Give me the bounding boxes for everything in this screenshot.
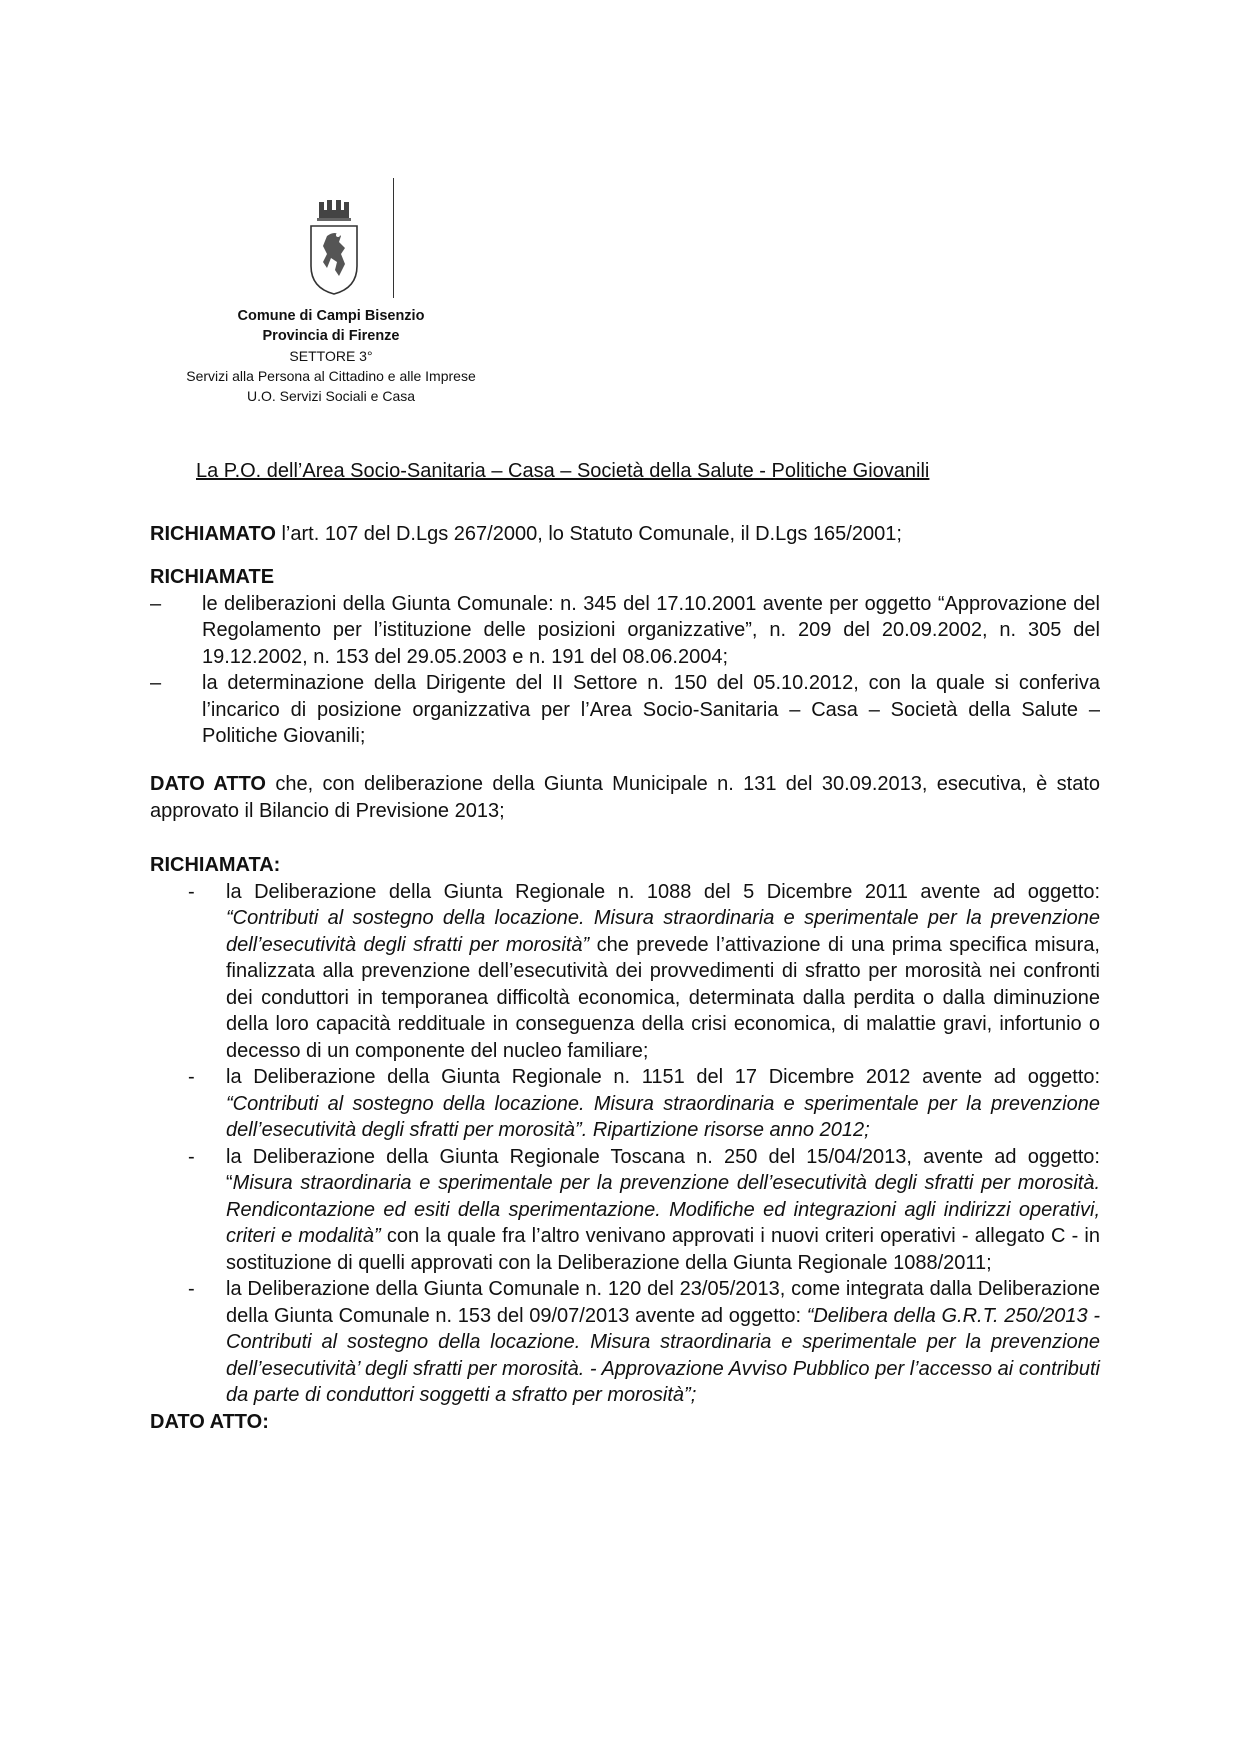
provincia-name: Provincia di Firenze: [262, 328, 400, 344]
list-item: [150, 1064, 1100, 1144]
richiamate-label: RICHIAMATE: [150, 566, 275, 588]
header-divider: [393, 178, 394, 298]
item-text-pre: la Deliberazione della Giunta Regionale n. 1088 del 5 Dicembre 2011 avente ad oggetto:: [226, 880, 1100, 903]
richiamato-label: RICHIAMATO: [150, 523, 276, 545]
richiamata-section: [150, 852, 1100, 1435]
comune-name: Comune di Campi Bisenzio: [237, 308, 425, 324]
uo-label: U.O. Servizi Sociali e Casa: [246, 388, 416, 404]
servizi-label: Servizi alla Persona al Cittadino e alle Imprese: [186, 368, 476, 384]
list-item: [150, 1144, 1100, 1277]
coat-of-arms-icon: [305, 196, 363, 296]
dato-atto-label: DATO ATTO: [150, 773, 266, 795]
settore-label: SETTORE 3°: [289, 348, 373, 364]
list-dash: –: [150, 592, 162, 615]
dato-atto-text: che, con deliberazione della Giunta Municipale n. 131 del 30.09.2013, esecutiva, è stato approvato il Bilancio di Previsione 2013;: [150, 773, 1100, 822]
item-text-italic: “Contributi al sostegno della locazione. Misura straordinaria e sperimentale per la prevenzione dell’esecutività degli sfratti per morosità”: [226, 907, 1100, 956]
dato-atto-final-label: DATO ATTO:: [150, 1410, 269, 1433]
list-item-text: le deliberazioni della Giunta Comunale: n. 345 del 17.10.2001 avente per oggetto “Approvazione del Regolamento per l’istituzione delle posizioni organizzative”, n. 209 del 20.09.2002, n. 305 del 19.12.2002, n. 153 del 29.05.2003 e n. 191 del 08.06.2004;: [202, 592, 1100, 668]
item-text-post: con la quale fra l’altro venivano approvati i nuovi criteri operativi - allegato C - in sostituzione di quelli approvati con la Deliberazione della Giunta Regionale 1088/2011;: [226, 1225, 1101, 1274]
item-text-italic: Misura straordinaria e sperimentale per la prevenzione dell’esecutività degli sfratti per morosità. Rendicontazione ed esiti della sperimentazione. Modifiche ed integrazioni agli indirizzi operativi, criteri e modalità”: [226, 1172, 1100, 1247]
list-item: [150, 1276, 1100, 1409]
dato-atto-paragraph: [150, 771, 1100, 824]
richiamate-section: [150, 564, 1100, 750]
item-text-post: che prevede l’attivazione di una prima specifica misura, finalizzata alla prevenzione dell’esecutività dei provvedimenti di sfratto per morosità nei confronti dei conduttori in temporanea difficoltà economica, determinata dalla perdita o dalla diminuzione della loro capacità reddituale in conseguenza della crisi economica, di malattie gravi, infortunio o decesso di un componente del nucleo familiare;: [226, 933, 1100, 1062]
list-item: [150, 670, 1100, 750]
list-item-text: la determinazione della Dirigente del II Settore n. 150 del 05.10.2012, con la quale si conferiva l’incarico di posizione organizzativa per l’Area Socio-Sanitaria – Casa – Società della Salute – Politiche Giovanili;: [202, 672, 1100, 747]
list-dash: -: [188, 1145, 195, 1168]
document-title: La P.O. dell’Area Socio-Sanitaria – Casa – Società della Salute - Politiche Giovanili: [196, 460, 930, 482]
list-dash: –: [150, 672, 162, 694]
item-text-pre: la Deliberazione della Giunta Regionale n. 1151 del 17 Dicembre 2012 avente ad oggetto:: [226, 1066, 1100, 1088]
item-text-pre: la Deliberazione della Giunta Regionale Toscana n. 250 del 15/04/2013, avente ad oggetto: “: [226, 1145, 1100, 1194]
richiamata-label: RICHIAMATA:: [150, 854, 281, 876]
item-text-italic: “Delibera della G.R.T. 250/2013 - Contributi al sostegno della locazione. Misura straordinaria e sperimentale per la prevenzione dell’esecutività’ degli sfratti per morosità. - Approvazione Avviso Pubblico per l’accesso ai contributi da parte di conduttori soggetti a sfratto per morosità”;: [226, 1304, 1101, 1406]
list-dash: -: [188, 1066, 195, 1088]
richiamato-paragraph: [150, 521, 1100, 548]
item-text-italic: “Contributi al sostegno della locazione. Misura straordinaria e sperimentale per la prevenzione dell’esecutività degli sfratti per morosità”. Ripartizione risorse anno 2012;: [226, 1092, 1100, 1141]
list-item: [150, 591, 1100, 671]
office-header: [150, 306, 512, 406]
list-dash: -: [188, 1278, 195, 1300]
list-item: [150, 879, 1100, 1065]
list-dash: -: [188, 880, 195, 903]
richiamato-text: l’art. 107 del D.Lgs 267/2000, lo Statuto Comunale, il D.Lgs 165/2001;: [275, 523, 902, 545]
item-text-pre: la Deliberazione della Giunta Comunale n. 120 del 23/05/2013, come integrata dalla Deliberazione della Giunta Comunale n. 153 del 09/07/2013 avente ad oggetto:: [226, 1278, 1100, 1327]
